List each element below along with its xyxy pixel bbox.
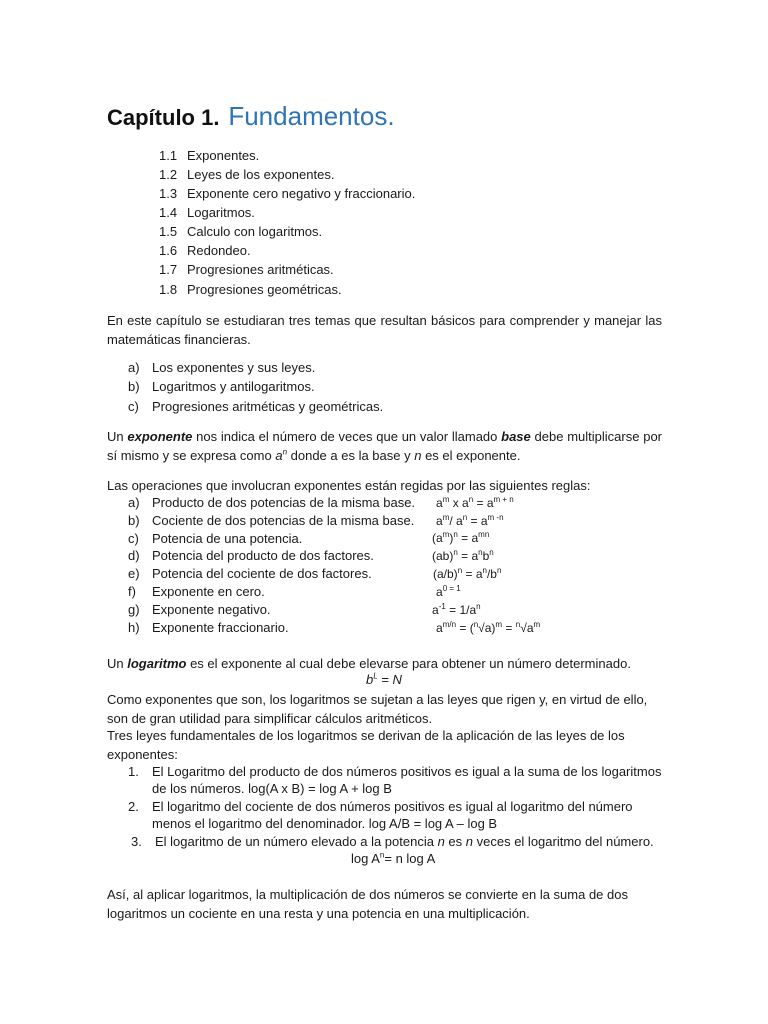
log-law-item: 3. El logaritmo de un número elevado a la potencia n es n veces el logaritmo del número. xyxy=(131,834,654,849)
formula-a: $a^m$ x $a^n = a^{m + n}$ xyxy=(436,495,514,510)
chapter-name: Fundamentos. xyxy=(228,101,395,131)
toc-item: 1.2 Leyes de los exponentes. xyxy=(159,167,335,182)
term-exponente: exponente xyxy=(127,429,193,444)
log-law-item: 2. El logaritmo del cociente de dos números positivos es igual al logaritmo del número menos el logaritmo del denominador. log A/B = log A – log B xyxy=(128,799,633,831)
formula-e: $(a/b)^n = a^n/b^n$ xyxy=(433,566,502,581)
logarithm-definition: Un logaritmo es el exponente al cual debe elevarse para obtener un número determinado. xyxy=(107,656,631,671)
formula-b: $a^m/$ $a^n = a^{m -n}$ xyxy=(436,513,504,528)
term-logaritmo: logaritmo xyxy=(127,656,187,671)
log-power-equation: $\log A^n= n$ log A xyxy=(351,850,436,866)
toc-item: 1.3 Exponente cero negativo y fraccionario. xyxy=(159,186,416,201)
topic-item: b) Logaritmos y antilogaritmos. xyxy=(128,379,315,394)
rule-item: c) Potencia de una potencia. xyxy=(128,531,303,546)
topic-item: a) Los exponentes y sus leyes. xyxy=(128,360,316,375)
formula-f: $a^{0 = 1}$ xyxy=(436,584,461,599)
exponent-definition: Un exponente nos indica el número de veces que un valor llamado base debe multiplicarse por sí mismo y se expresa como $a^n$ donde a es la base y n es el exponente. xyxy=(107,429,663,463)
formula-h: $a^{m/n} = (^n√a)^m = ^n√a^m$ xyxy=(436,620,541,635)
chapter-label: Capítulo 1. xyxy=(107,105,220,130)
log-paragraph-2: Como exponentes que son, los logaritmos se sujetan a las leyes que rigen y, en virtud de ello, son de gran utilidad para simplificar cálculos aritméticos. xyxy=(107,692,648,726)
toc-item: 1.5 Calculo con logaritmos. xyxy=(159,224,323,239)
rule-item: h) Exponente fraccionario. xyxy=(128,620,289,635)
toc-item: 1.7 Progresiones aritméticas. xyxy=(159,262,334,277)
rule-item: d) Potencia del producto de dos factores. xyxy=(128,548,374,563)
log-law-item: 1. El Logaritmo del producto de dos números positivos es igual a la suma de los logaritmos de los números. log(A x B) = log A + log B xyxy=(128,764,662,796)
formula-d: $(ab)^n = a^nb^n$ xyxy=(432,548,494,563)
chapter-title xyxy=(107,96,395,133)
rule-item: f) Exponente en cero. xyxy=(128,584,265,599)
log-equation: $b^L = N$ xyxy=(366,671,402,687)
topic-item: c) Progresiones aritméticas y geométricas. xyxy=(128,399,384,414)
rules-intro: Las operaciones que involucran exponentes están regidas por las siguientes reglas: xyxy=(107,478,591,493)
toc-item: 1.4 Logaritmos. xyxy=(159,205,255,220)
formula-c: $(a^m)^n = a^{mn}$ xyxy=(432,530,490,545)
intro-paragraph: En este capítulo se estudiaran tres temas que resultan básicos para comprender y manejar las matemáticas financieras. xyxy=(107,313,662,347)
rule-item: a) Producto de dos potencias de la misma base. xyxy=(128,495,416,510)
toc-item: 1.6 Redondeo. xyxy=(159,243,251,258)
toc-item: 1.1 Exponentes. xyxy=(159,148,260,163)
term-base: base xyxy=(501,429,531,444)
rule-item: g) Exponente negativo. xyxy=(128,602,271,617)
conclusion-paragraph: Así, al aplicar logaritmos, la multiplicación de dos números se convierte en la suma de dos logaritmos un cociente en una resta y una potencia en una multiplicación. xyxy=(107,887,628,921)
rule-item: b) Cociente de dos potencias de la misma base. xyxy=(128,513,415,528)
rule-item: e) Potencia del cociente de dos factores. xyxy=(128,566,372,581)
formula-g: $a^{-1} = 1/a^n$ xyxy=(432,602,481,617)
log-paragraph-3: Tres leyes fundamentales de los logaritmos se derivan de la aplicación de las leyes de los exponentes: xyxy=(107,728,625,762)
toc-item: 1.8 Progresiones geométricas. xyxy=(159,282,342,297)
